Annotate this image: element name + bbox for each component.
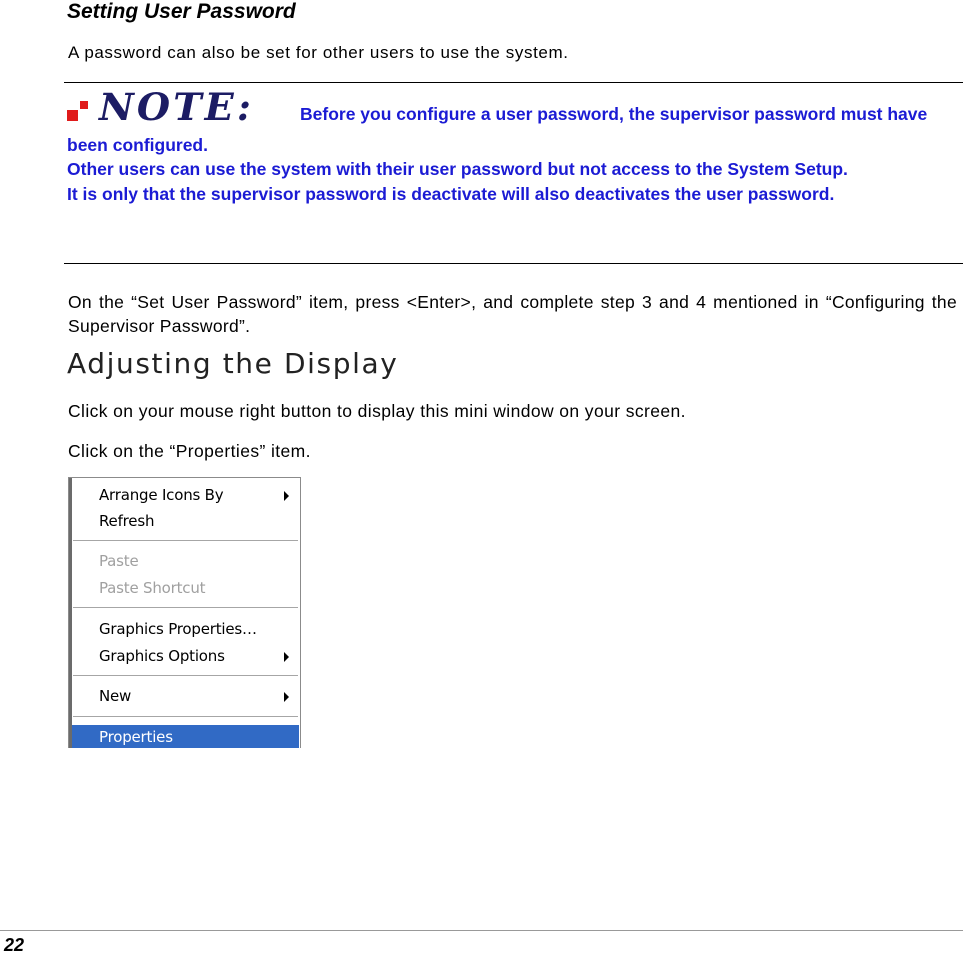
menu-separator	[73, 716, 298, 717]
menu-item-label: New	[99, 687, 132, 705]
menu-item-label: Paste	[99, 552, 139, 570]
menu-separator	[73, 675, 298, 676]
menu-item-paste-shortcut	[72, 575, 299, 601]
menu-separator	[73, 540, 298, 541]
menu-item-properties[interactable]	[72, 725, 299, 748]
section-title: Setting User Password	[67, 0, 296, 23]
menu-item-refresh[interactable]	[72, 508, 299, 534]
instruction-right-click: Click on your mouse right button to display this mini window on your screen.	[68, 401, 686, 421]
submenu-arrow-icon	[284, 491, 289, 501]
menu-item-label: Refresh	[99, 512, 155, 530]
footer-rule	[0, 930, 963, 931]
menu-item-arrange-icons-by[interactable]	[72, 482, 299, 508]
note-bottom-rule	[64, 263, 963, 264]
submenu-arrow-icon	[284, 692, 289, 702]
adjusting-display-heading: Adjusting the Display	[67, 347, 399, 380]
svg-text:NOTE:: NOTE:	[97, 90, 254, 126]
menu-item-graphics-properties[interactable]	[72, 616, 299, 642]
note-line-3: It is only that the supervisor password is deactivate will also deactivates the user password.	[67, 183, 835, 204]
menu-item-graphics-options[interactable]	[72, 643, 299, 669]
note-line-1: Before you configure a user password, the supervisor password must have been configured.	[67, 104, 928, 155]
note-logo	[67, 90, 257, 133]
note-line-2: Other users can use the system with their user password but not access to the System Setup.	[67, 159, 848, 179]
intro-text: A password can also be set for other users to use the system.	[68, 43, 569, 62]
submenu-arrow-icon	[284, 652, 289, 662]
menu-item-label: Graphics Options	[99, 647, 225, 665]
step-paragraph: On the “Set User Password” item, press <Enter>, and complete step 3 and 4 mentioned in “Configuring the Supervisor Password”.	[68, 292, 957, 336]
menu-item-label: Arrange Icons By	[99, 486, 224, 504]
instruction-properties: Click on the “Properties” item.	[68, 441, 311, 461]
page-number: 22	[4, 935, 25, 955]
menu-item-label: Properties	[99, 728, 173, 746]
menu-item-paste	[72, 548, 299, 574]
menu-item-label: Graphics Properties…	[99, 620, 257, 638]
menu-item-new[interactable]	[72, 683, 299, 709]
note-box	[67, 90, 957, 206]
menu-item-label: Paste Shortcut	[99, 579, 206, 597]
note-top-rule	[64, 82, 963, 83]
menu-separator	[73, 607, 298, 608]
context-menu	[68, 477, 301, 748]
